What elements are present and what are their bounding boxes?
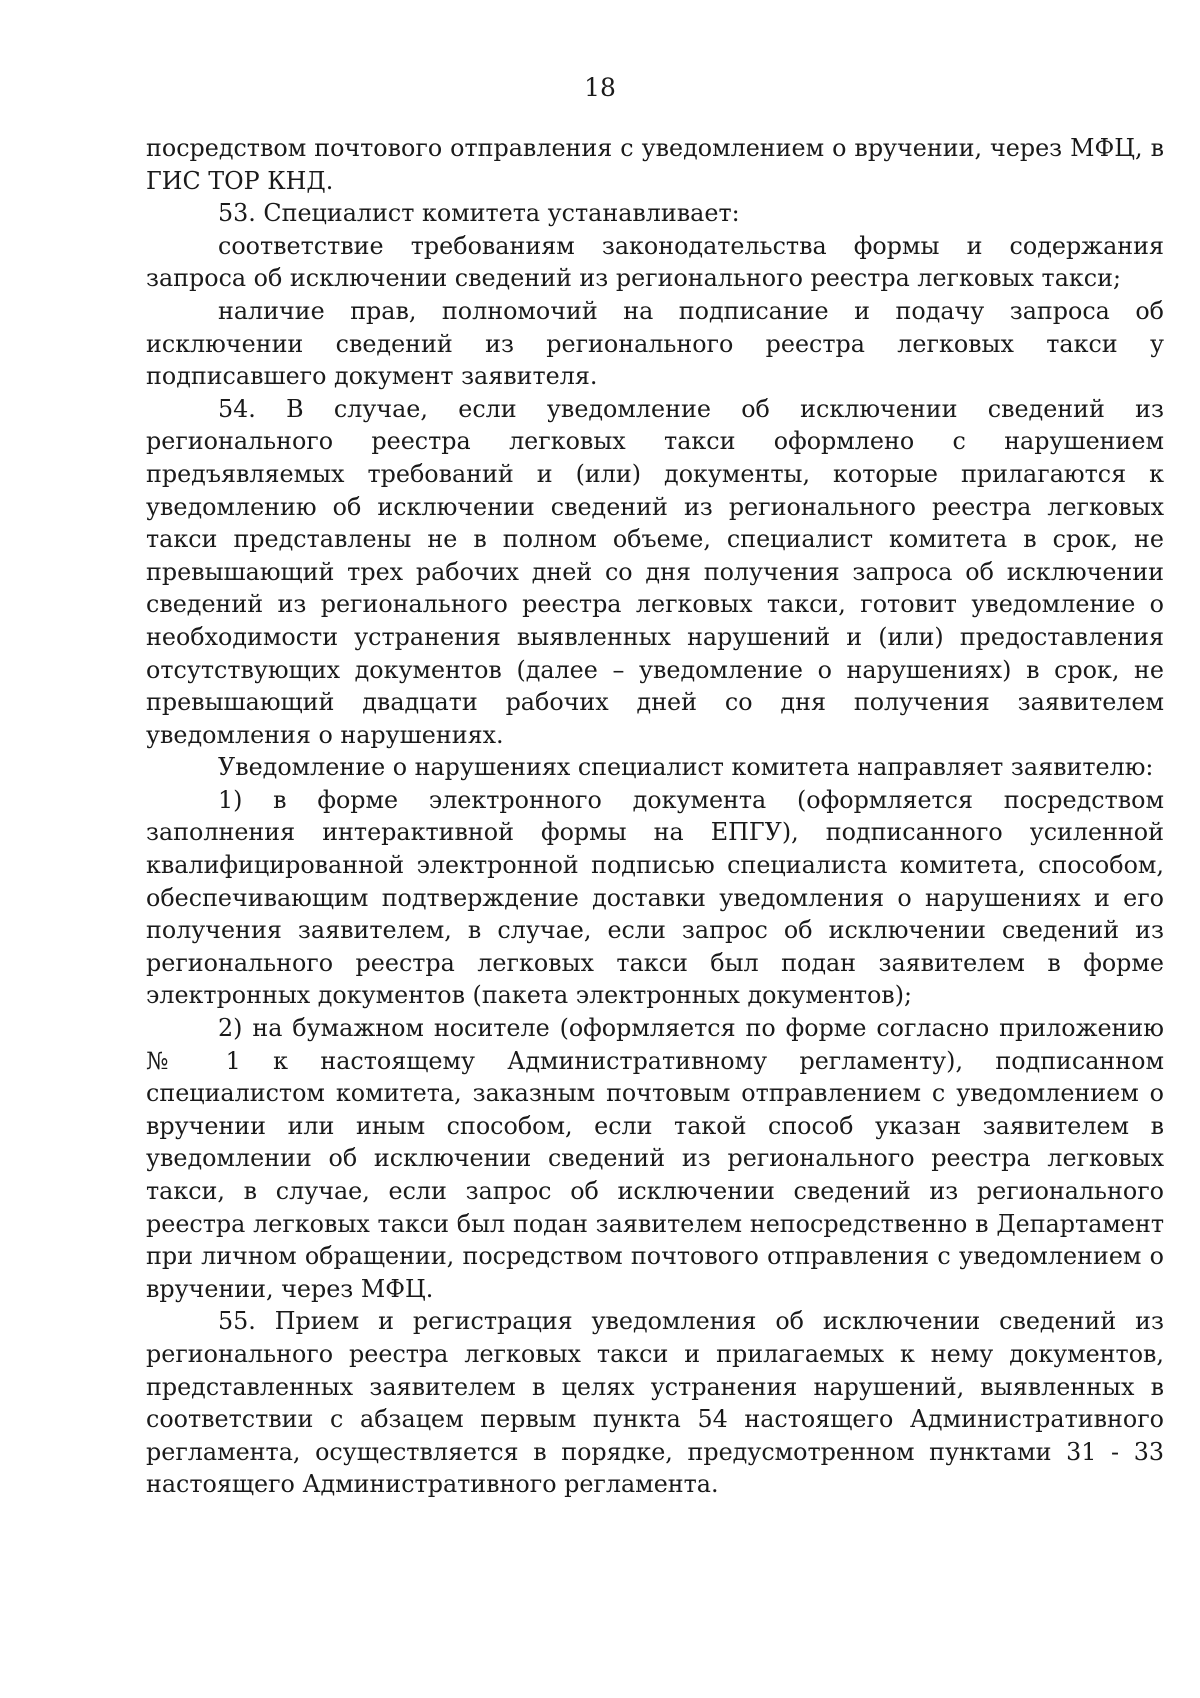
paragraph-53: 53. Специалист комитета устанавливает: [218,199,740,228]
paragraph-54: 54. В случае, если уведомление об исключении сведений из регионального реестра легковых такси оформлено с нарушением предъявляемых требований и (или) документы, которые прилагаются к уведомлению об исключении сведений из регионального реестра легковых такси представлены не в полном объеме, специалист комитета в срок, не превышающий трех рабочих дней со дня получения запроса об исключении сведений из регионального реестра легковых такси, готовит уведомление о необходимости устранения выявленных нарушений и (или) предоставления отсутствующих документов (далее – уведомление о нарушениях) в срок, не превышающий двадцати рабочих дней со дня получения заявителем уведомления о нарушениях. [146,394,1164,749]
paragraph-54-item-1: 1) в форме электронного документа (оформляется посредством заполнения интерактивной формы на ЕПГУ), подписанного усиленной квалифицированной электронной подписью специалиста комитета, способом, обеспечивающим подтверждение доставки уведомления о нарушениях и его получения заявителем, в случае, если запрос об исключении сведений из регионального реестра легковых такси был подан заявителем в форме электронных документов (пакета электронных документов); [146,785,1164,1010]
paragraph-54-item-2: 2) на бумажном носителе (оформляется по форме согласно приложению № 1 к настоящему Административному регламенту), подписанном специалистом комитета, заказным почтовым отправлением с уведомлением о вручении или иным способом, если такой способ указан заявителем в уведомлении об исключении сведений из регионального реестра легковых такси, в случае, если запрос об исключении сведений из регионального реестра легковых такси был подан заявителем непосредственно в Департамент при личном обращении, посредством почтового отправления с уведомлением о вручении, через МФЦ. [146,1014,1164,1303]
paragraph-54-notice-intro: Уведомление о нарушениях специалист комитета направляет заявителю: [218,753,1154,782]
paragraph-55: 55. Прием и регистрация уведомления об исключении сведений из регионального реестра легковых такси и прилагаемых к нему документов, представленных заявителем в целях устранения нарушений, выявленных в соответствии с абзацем первым пункта 54 настоящего Административного регламента, осуществляется в порядке, предусмотренном пунктами 31 - 33 настоящего Административного регламента. [146,1307,1164,1499]
page-number: 18 [584,73,616,102]
document-body [146,132,1164,1501]
paragraph-53-item-authority: наличие прав, полномочий на подписание и подачу запроса об исключении сведений из регионального реестра легковых такси у подписавшего документ заявителя. [146,296,1164,391]
paragraph-53-item-conformity: соответствие требованиям законодательства формы и содержания запроса об исключении сведений из регионального реестра легковых такси; [146,231,1164,293]
paragraph-continuation: посредством почтового отправления с уведомлением о вручении, через МФЦ, в ГИС ТОР КНД. [146,134,1164,195]
